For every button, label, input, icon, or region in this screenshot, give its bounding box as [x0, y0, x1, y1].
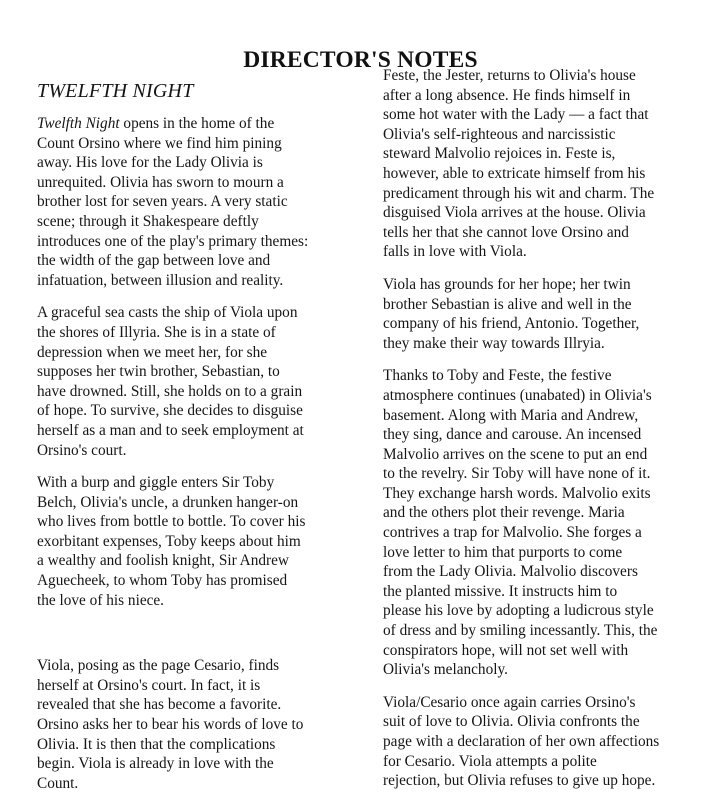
text-line: disguised Viola arrives at the house. Olivia — [383, 204, 646, 222]
text-line: Aguecheek, to whom Toby has promised — [37, 572, 288, 590]
text-line: the width of the gap between love and — [37, 252, 271, 270]
text-line: from the Lady Olivia. Malvolio discovers — [383, 563, 638, 581]
text-line: With a burp and giggle enters Sir Toby — [37, 474, 275, 492]
text-line: depression when we meet her, for she — [37, 343, 268, 361]
text-line — [37, 114, 342, 134]
section-heading: TWELFTH NIGHT — [37, 80, 194, 102]
text-line: love letter to him that purports to come — [383, 543, 623, 561]
text-line: page with a declaration of her own affections — [383, 733, 660, 750]
text-line: some hot water with the Lady — a fact that — [383, 106, 649, 124]
text-line: Viola, posing as the page Cesario, finds — [37, 657, 280, 675]
text-line: Olivia's melancholy. — [383, 661, 508, 679]
text-line: exorbitant expenses, Toby keeps about him — [37, 532, 301, 550]
text-line: supposes her twin brother, Sebastian, to — [37, 363, 280, 381]
text-fragment: opens in the home of the — [119, 115, 275, 132]
text-line: company of his friend, Antonio. Together, — [383, 315, 640, 333]
text-line: to the revelry. Sir Toby will have none of it. — [383, 465, 651, 483]
text-line: unrequited. Olivia has sworn to mourn a — [37, 173, 284, 191]
text-line: Feste, the Jester, returns to Olivia's house — [383, 67, 636, 84]
text-line: Belch, Olivia's uncle, a drunken hanger-on — [37, 493, 299, 511]
text-line: They exchange harsh words. Malvolio exits — [383, 484, 651, 502]
text-line: predicament through his wit and charm. The — [383, 184, 655, 202]
text-line: introduces one of the play's primary themes: — [37, 232, 309, 250]
text-line: the love of his niece. — [37, 591, 165, 609]
text-line: falls in love with Viola. — [383, 243, 527, 261]
text-line: after a long absence. He finds himself in — [383, 86, 631, 104]
text-line: who lives from bottle to bottle. To cover his — [37, 513, 306, 531]
text-line: however, able to extricate himself from his — [383, 164, 646, 182]
text-line: infatuation, between illusion and reality. — [37, 271, 284, 289]
text-line: atmosphere continues (unabated) in Olivia's — [383, 386, 652, 404]
text-line: and the others plot their revenge. Maria — [383, 504, 625, 522]
text-line: begin. Viola is already in love with the — [37, 755, 274, 773]
text-line: conspirators hope, will not set well with — [383, 641, 629, 659]
text-line: they sing, dance and carouse. An incensed — [383, 426, 642, 444]
paragraph-viola-cesario — [383, 693, 698, 791]
text-line: Olivia. It is then that the complications — [37, 735, 276, 753]
text-line: Orsino's court. — [37, 441, 127, 459]
text-line: they make their way towards Illryia. — [383, 334, 605, 352]
text-line: of hope. To survive, she decides to disguise — [37, 402, 303, 420]
play-title-italic: Twelfth Night — [37, 115, 120, 132]
text-line: brother Sebastian is alive and well in the — [383, 295, 632, 313]
text-line: Thanks to Toby and Feste, the festive — [383, 367, 612, 385]
text-line: away. His love for the Lady Olivia is — [37, 154, 263, 172]
text-line: of dress and by smiling incessantly. This, the — [383, 622, 658, 640]
text-line: revealed that she has become a favorite. — [37, 696, 282, 714]
text-line: herself as a man and to seek employment at — [37, 421, 304, 439]
text-line: basement. Along with Maria and Andrew, — [383, 406, 639, 424]
text-line: steward Malvolio rejoices in. Feste is, — [383, 145, 616, 163]
text-line: tells her that she cannot love Orsino and — [383, 223, 629, 241]
text-line: A graceful sea casts the ship of Viola upon — [37, 304, 298, 322]
paragraph-intro — [37, 114, 342, 290]
text-line: for Cesario. Viola attempts a polite — [383, 752, 597, 770]
text-line: herself at Orsino's court. In fact, it is — [37, 676, 261, 694]
paragraph-feste — [383, 66, 698, 262]
text-line: Count. — [37, 774, 79, 792]
text-line: Olivia's self-righteous and narcissistic — [383, 125, 616, 143]
text-line: rejection, but Olivia refuses to give up hope. — [383, 772, 656, 790]
paragraph-sir-toby — [37, 473, 342, 610]
paragraph-sebastian — [383, 275, 698, 353]
text-line: Count Orsino where we find him pining — [37, 134, 282, 152]
text-line: the planted missive. It instructs him to — [383, 582, 618, 600]
paragraph-malvolio-plot — [383, 366, 698, 680]
text-line: Viola has grounds for her hope; her twin — [383, 275, 631, 293]
paragraph-cesario — [37, 656, 342, 793]
text-line: brother lost for seven years. A very static — [37, 193, 288, 211]
text-line: Orsino asks her to bear his words of love to — [37, 716, 304, 734]
text-line: suit of love to Olivia. Olivia confronts the — [383, 713, 640, 731]
text-line: please his love by adopting a ludicrous style — [383, 602, 654, 620]
page-title: DIRECTOR'S NOTES — [243, 46, 478, 73]
text-line: scene; through it Shakespeare deftly — [37, 212, 259, 230]
text-line: contrives a trap for Malvolio. She forges a — [383, 524, 642, 542]
text-line: Malvolio arrives on the scene to put an end — [383, 445, 648, 463]
right-column — [383, 66, 698, 804]
text-line: have drowned. Still, she holds on to a grain — [37, 382, 303, 400]
text-line: a wealthy and foolish knight, Sir Andrew — [37, 552, 289, 570]
paragraph-viola-shipwreck — [37, 303, 342, 460]
left-column — [37, 78, 342, 806]
text-line: Viola/Cesario once again carries Orsino's — [383, 693, 636, 711]
text-line: the shores of Illyria. She is in a state of — [37, 323, 276, 341]
